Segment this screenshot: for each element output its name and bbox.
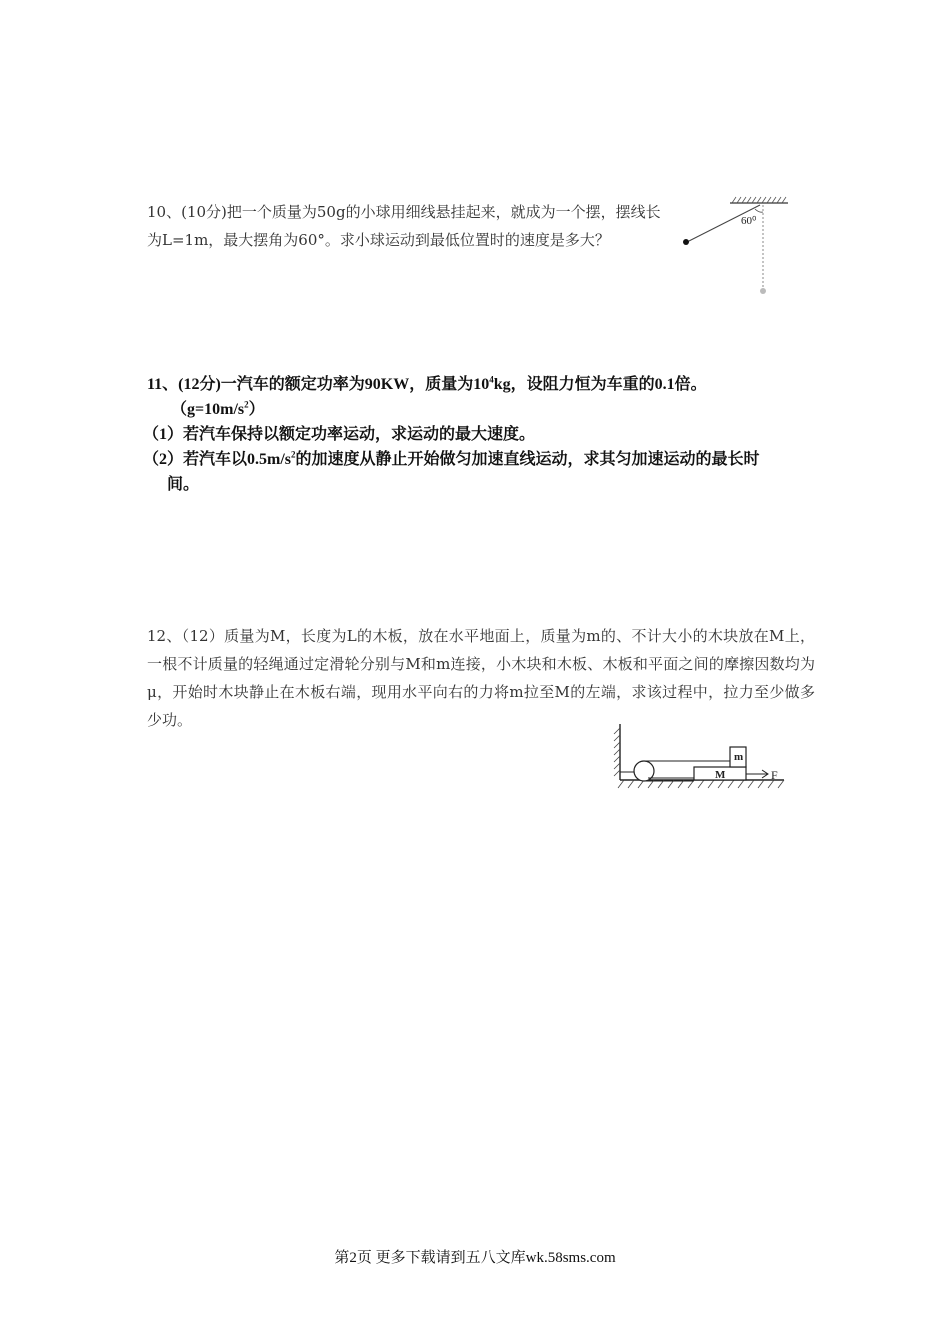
pendulum-figure bbox=[676, 194, 798, 298]
question-12: 12、（12）质量为M，长度为L的木板，放在水平地面上，质量为m的、不计大小的木块放在M上，一根不计质量的轻绳通过定滑轮分别与M和m连接，小木块和木板、木板和平面之间的摩擦因数均为μ，开始时木块静止在木板右端，现用水平向右的力将m拉至M的左端，求该过程中，拉力至少做多少功。 bbox=[147, 627, 815, 729]
ceiling-hatching bbox=[732, 197, 786, 203]
force-label: F bbox=[771, 768, 778, 782]
q11-stem: 11、(12分)一汽车的额定功率为90KW，质量为$10^4kg$，设阻力恒为车重的0.1倍。 bbox=[147, 374, 707, 393]
ball-lowest bbox=[760, 288, 766, 294]
q11-part2: （2）若汽车以$0.5m/s^2$的加速度从静止开始做匀加速直线运动，求其匀加速运动的最长时 bbox=[143, 449, 760, 468]
q11-gravity: $(g=10m/s^2)$ bbox=[171, 399, 265, 418]
q11-part1: （1）若汽车保持以额定功率运动，求运动的最大速度。 bbox=[143, 426, 536, 443]
angle-arc bbox=[755, 209, 763, 212]
wall-hatching bbox=[614, 728, 620, 776]
question-10: 10、(10分)把一个质量为50g的小球用细线悬挂起来，就成为一个摆，摆线长为L=1m，最大摆角为60°。求小球运动到最低位置时的速度是多大？ bbox=[147, 203, 661, 249]
board-M-label: M bbox=[715, 769, 726, 781]
angle-label: 60⁰ bbox=[741, 215, 757, 227]
block-m-label: m bbox=[734, 751, 744, 763]
ball-raised bbox=[683, 239, 689, 245]
pulley-board-figure bbox=[600, 722, 790, 794]
question-11 bbox=[143, 372, 827, 497]
q11-part2-cont: 间。 bbox=[167, 476, 200, 493]
page-footer: 第2页 更多下载请到五八文库wk.58sms.com bbox=[334, 1250, 616, 1266]
